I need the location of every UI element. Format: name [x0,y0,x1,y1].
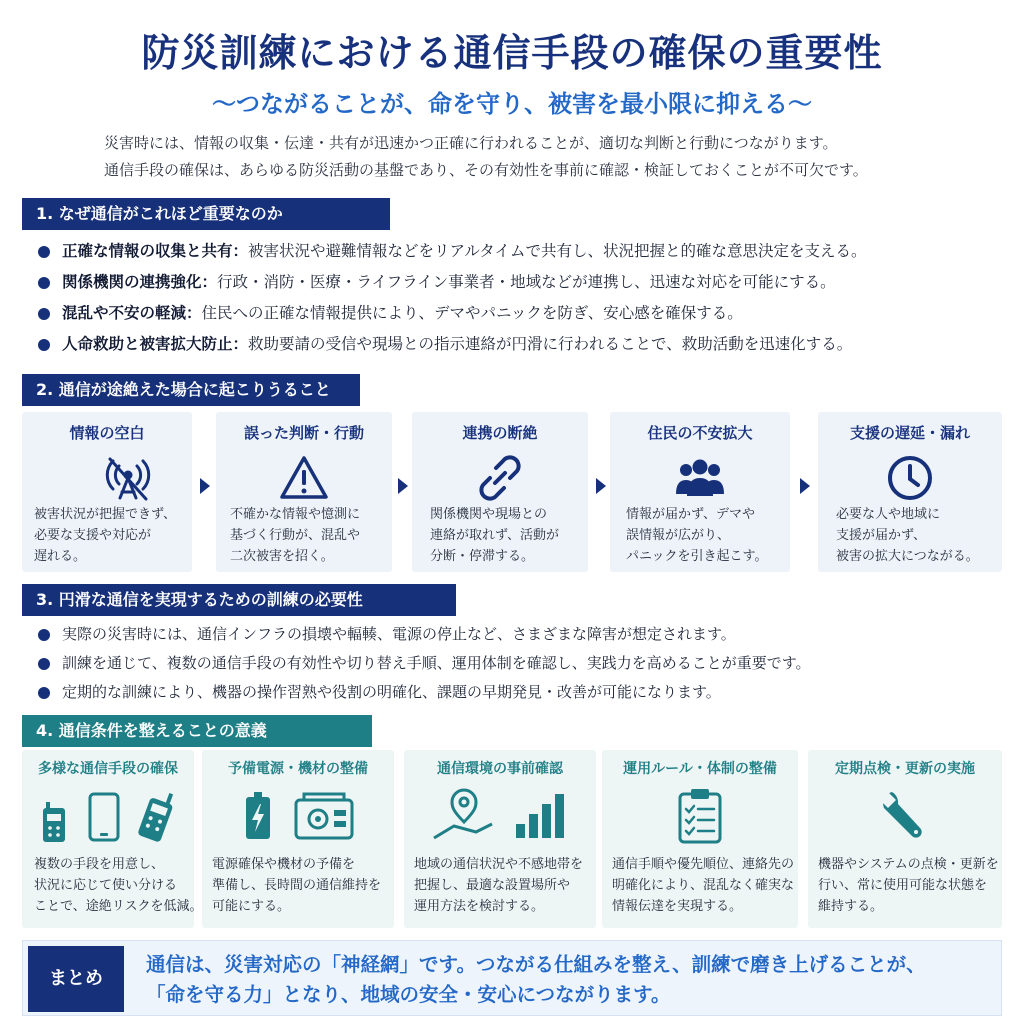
card-title: 多様な通信手段の確保 [38,761,178,777]
bullet-dot-icon [38,629,50,641]
card-text-line: 状況に応じて使い分ける [34,878,178,893]
section-4-header: 4. 通信条件を整えることの意義 [22,715,372,747]
card-text-line: 維持する。 [818,899,884,914]
battery-generator-icon [240,788,360,844]
card-text-line: 被害の拡大につながる。 [836,549,979,564]
item-bold-label: 人命救助と被害拡大防止： [62,335,249,353]
map-pin-signal-icon [430,786,570,844]
card-text-line: 地域の通信状況や不感地帯を [414,857,584,872]
card-title: 支援の遅延・漏れ [849,424,970,442]
card-text-line: 運用方法を検討する。 [414,899,545,914]
item-text: 定期的な訓練により、機器の操作習熟や役割の明確化、課題の早期発見・改善が可能になります。 [62,683,721,701]
card-text-line: 把握し、最適な設置場所や [414,878,571,893]
card-title: 運用ルール・体制の整備 [623,761,777,777]
card-text [34,854,202,917]
page-subtitle: 〜つながることが、命を守り、被害を最小限に抑える〜 [212,90,812,118]
radio-phone-devices-icon [38,788,178,844]
impact-card-broken-link [412,412,588,572]
card-text [626,504,767,567]
intro-line: 災害時には、情報の収集・伝達・共有が迅速かつ正確に行われることが、適切な判断と行動につながります。 [104,134,838,152]
card-text-line: 必要な支援や対応が [34,528,152,543]
card-text-line: 可能にする。 [212,899,291,914]
card-text-line: 機器やシステムの点検・更新を [818,857,999,872]
card-text-line: 支援が届かず、 [836,528,926,543]
card-text-line: 不確かな情報や憶測に [230,507,361,522]
section-1-header: 1. なぜ通信がこれほど重要なのか [22,198,390,230]
item-text: 被害状況や避難情報などをリアルタイムで共有し、状況把握と的確な意思決定を支える。 [248,242,867,260]
measure-card-operation-rules [602,750,798,928]
card-text [34,504,176,567]
summary-text [146,950,1006,1010]
card-title: 定期点検・更新の実施 [835,761,975,777]
item-bold-label: 正確な情報の収集と共有： [62,242,249,260]
card-title: 情報の空白 [69,424,145,442]
section-1-list [38,236,998,360]
card-text-line: 被害状況が把握できず、 [34,507,176,522]
impact-card-wrong-judgment [216,412,392,572]
card-text-line: パニックを引き起こす。 [626,549,768,564]
card-title: 連携の断絶 [462,424,538,442]
section-2-header: 2. 通信が途絶えた場合に起こりうること [22,374,360,406]
card-text-line: 電源確保や機材の予備を [212,857,356,872]
card-text-line: 関係機関や現場との [430,507,548,522]
broken-link-icon [476,454,524,502]
card-text-line: ことで、途絶リスクを低減。 [34,899,203,914]
page-title: 防災訓練における通信手段の確保の重要性 [141,31,883,75]
card-text [230,504,360,567]
card-text-line: 遅れる。 [34,549,87,564]
card-text-line: 二次被害を招く。 [230,549,334,564]
card-text [414,854,583,917]
item-bold-label: 混乱や不安の軽減： [62,304,202,322]
flow-arrow-icon [800,478,810,494]
measure-card-diverse-means [22,750,203,928]
summary-label: まとめ [28,946,124,1012]
flow-arrow-icon [200,478,210,494]
measure-card-environment-check [404,750,596,928]
card-title: 通信環境の事前確認 [437,761,563,777]
bullet-dot-icon [38,339,50,351]
item-text: 訓練を通じて、複数の通信手段の有効性や切り替え手順、運用体制を確認し、実践力を高めることが重要です。 [62,654,811,672]
bullet-dot-icon [38,277,50,289]
measure-card-periodic-check [808,750,1002,928]
list-item [38,678,998,707]
item-text: 救助要請の受信や現場との指示連絡が円滑に行われることで、救助活動を迅速化する。 [248,335,853,353]
list-item [38,329,998,360]
card-text [818,854,999,917]
item-text: 住民への正確な情報提供により、デマやパニックを防ぎ、安心感を確保する。 [201,304,743,322]
card-text-line: 準備し、長時間の通信維持を [212,878,382,893]
list-item [38,267,998,298]
flow-arrow-icon [398,478,408,494]
card-text [612,854,794,917]
card-text [212,854,381,917]
card-title: 誤った判断・行動 [243,424,364,442]
intro-line: 通信手段の確保は、あらゆる防災活動の基盤であり、その有効性を事前に確認・検証しておくことが不可欠です。 [104,161,868,179]
section-3-list [38,620,998,707]
people-group-icon [674,458,726,498]
card-text-line: 情報伝達を実現する。 [612,899,743,914]
item-text: 行政・消防・医療・ライフライン事業者・地域などが連携し、迅速な対応を可能にする。 [217,273,836,291]
card-text-line: 基づく行動が、混乱や [230,528,361,543]
bullet-dot-icon [38,308,50,320]
card-text-line: 複数の手段を用意し、 [34,857,165,872]
card-text [430,504,559,567]
card-text-line: 連絡が取れず、活動が [430,528,559,543]
card-text-line: 分断・停滞する。 [430,549,535,564]
clock-icon [886,454,934,502]
card-text [836,504,979,567]
impact-card-info-gap [22,412,192,572]
bullet-dot-icon [38,246,50,258]
card-text-line: 情報が届かず、デマや [626,507,755,522]
impact-card-support-delay [818,412,1002,572]
list-item [38,620,998,649]
section-3-header: 3. 円滑な通信を実現するための訓練の必要性 [22,584,456,616]
list-item [38,236,998,267]
wrench-icon [878,788,932,842]
list-item [38,298,998,329]
no-signal-tower-icon [105,456,151,502]
item-text: 実際の災害時には、通信インフラの損壊や輻輳、電源の停止など、さまざまな障害が想定されます。 [62,625,736,643]
measure-card-backup-power [202,750,394,928]
summary-line: 通信は、災害対応の「神経網」です。つながる仕組みを整え、訓練で磨き上げることが、 [146,953,926,976]
flow-arrow-icon [596,478,606,494]
intro-paragraph [104,130,984,184]
card-title: 住民の不安拡大 [647,424,753,442]
card-text-line: 必要な人や地域に [836,507,941,522]
card-text-line: 通信手順や優先順位、連絡先の [612,857,795,872]
summary-line: 「命を守る力」となり、地域の安全・安心につながります。 [146,983,671,1006]
impact-card-resident-anxiety [610,412,790,572]
card-text-line: 誤情報が広がり、 [626,528,731,543]
bullet-dot-icon [38,687,50,699]
bullet-dot-icon [38,658,50,670]
list-item [38,649,998,678]
card-text-line: 明確化により、混乱なく確実な [612,878,795,893]
card-title: 予備電源・機材の整備 [228,761,368,777]
item-bold-label: 関係機関の連携強化： [62,273,218,291]
warning-triangle-icon [279,454,329,500]
card-text-line: 行い、常に使用可能な状態を [818,878,988,893]
clipboard-checklist-icon [676,786,724,844]
